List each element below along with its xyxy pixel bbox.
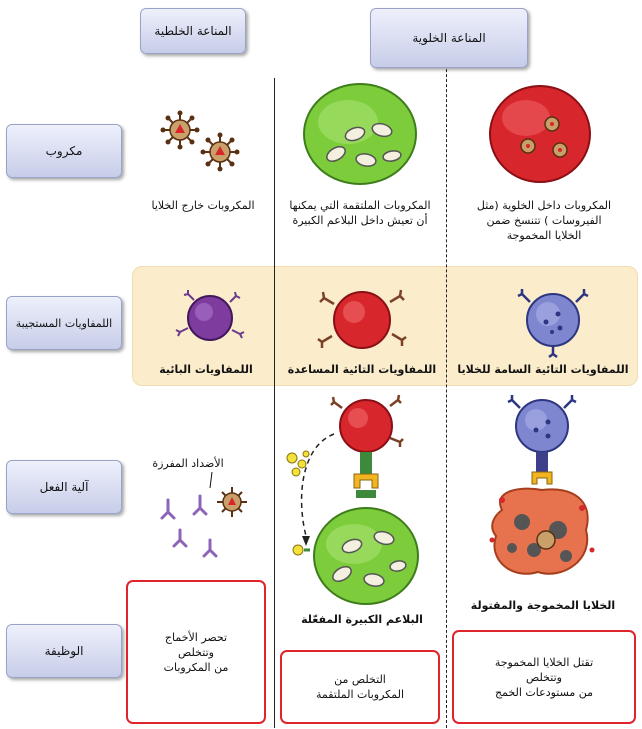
column-separator-dashed xyxy=(446,14,447,728)
humoral-function-line2: وتتخلص xyxy=(178,645,214,659)
extracellular-microbes-icon xyxy=(150,108,250,178)
intracellular-microbes-label: المكروبات داخل الخلوية (مثل الفيروسات ) تتنسخ ضمن الخلايا المخموجة xyxy=(476,199,612,242)
helper-t-lymphocyte-icon xyxy=(312,280,412,358)
infected-cell-icon xyxy=(488,84,592,184)
macrophage-with-microbes-icon xyxy=(300,82,420,186)
row-header-responding-lymphocytes xyxy=(6,296,122,350)
header-humoral-label: المناعة الخلطية xyxy=(154,24,232,38)
humoral-function-line3: من المكروبات xyxy=(163,660,229,674)
humoral-function-line1: تحصر الأخماج xyxy=(164,630,228,644)
phagocytosed-microbes-label: المكروبات الملتقمة التي يمكنها أن تعيش داخل البلاعم الكبيرة xyxy=(289,199,431,227)
row-header-microbe xyxy=(6,124,122,178)
secreted-antibodies-label: الأضداد المفرزة xyxy=(152,457,224,470)
killed-infected-cells-label: الخلايا المخموجة والمقتولة xyxy=(470,599,616,612)
row-header-mechanism xyxy=(6,460,122,514)
cytotoxic-t-lymphocyte-label: اللمفاويات التائية السامة للخلايا xyxy=(457,363,629,376)
ctl-killing-infected-cell-icon xyxy=(482,390,602,590)
helper-function-line1: التخلص من xyxy=(334,673,386,686)
helper-t-function-box xyxy=(280,650,440,724)
row-microbe-label: مكروب xyxy=(45,144,83,158)
cytotoxic-function-line2: وتتخلص xyxy=(526,670,562,684)
helper-function-line2: المكروبات الملتقمة xyxy=(315,688,405,701)
header-humoral-immunity xyxy=(140,8,246,54)
row-function-label: الوظيفة xyxy=(44,644,84,658)
row-header-function xyxy=(6,624,122,678)
header-cellular-label: المناعة الخلوية xyxy=(412,31,486,45)
humoral-function-box xyxy=(126,580,266,724)
b-lymphocyte-icon xyxy=(170,282,250,352)
column-separator-solid xyxy=(274,78,275,728)
row-mechanism-label: آلية الفعل xyxy=(39,480,89,494)
antibodies-and-microbe-icon xyxy=(150,466,262,562)
header-cellular-immunity xyxy=(370,8,528,68)
activated-macrophage-label: البلاعم الكبيرة المفعّلة xyxy=(301,613,423,626)
cytotoxic-function-line3: من مستودعات الخمج xyxy=(494,685,594,699)
cytotoxic-t-function-box xyxy=(452,630,636,724)
helper-t-activating-macrophage-icon xyxy=(282,386,442,616)
row-responding-label: اللمفاويات المستجيبة xyxy=(15,316,113,330)
cytotoxic-t-lymphocyte-icon xyxy=(508,278,598,358)
cytotoxic-function-line1: تقتل الخلايا المخموجة xyxy=(494,655,594,669)
extracellular-microbes-label: المكروبات خارج الخلايا xyxy=(151,199,255,212)
helper-t-lymphocyte-label: اللمفاويات التائية المساعدة xyxy=(287,363,437,376)
b-lymphocyte-label: اللمفاويات البائية xyxy=(159,363,253,376)
